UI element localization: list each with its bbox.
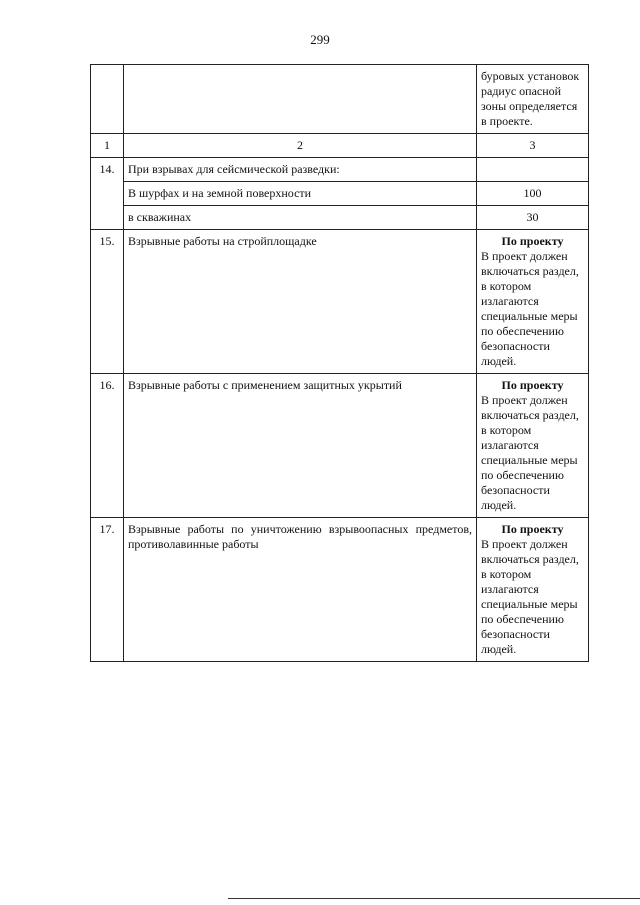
text-line: излагаются [481,438,539,452]
text-line: в проекте. [481,114,533,128]
text-line: специальные меры [481,453,578,467]
requirement-heading: По проекту [501,234,564,248]
row-number: 14. [91,158,124,230]
text-line: безопасности [481,627,550,641]
page-number: 299 [310,32,330,47]
text-line: включаться раздел, [481,552,579,566]
requirement-heading: По проекту [501,522,564,536]
table-row-16 [91,374,589,518]
text-line: безопасности [481,483,550,497]
row-requirement [477,230,589,374]
text-line: по обеспечению [481,468,564,482]
text-line: безопасности [481,339,550,353]
table-row-14-sub1 [91,182,589,206]
row-title: Взрывные работы на стройплощадке [124,230,477,374]
row-requirement [477,374,589,518]
text-line: людей. [481,354,517,368]
row-value: 30 [477,206,589,230]
text-line: В проект должен [481,249,568,263]
text-line: в котором [481,423,532,437]
row-sublabel: В шурфах и на земной поверхности [124,182,477,206]
text-line: в котором [481,567,532,581]
row-title: При взрывах для сейсмической разведки: [124,158,477,182]
text-line: В проект должен [481,537,568,551]
row-title: Взрывные работы по уничтожению взрывоопасных предметов, противолавинные работы [124,518,477,662]
row-number: 17. [91,518,124,662]
table-header-row [91,134,589,158]
table-row-15 [91,230,589,374]
page-bottom-rule [228,898,640,899]
table-row-17 [91,518,589,662]
row-value: 100 [477,182,589,206]
row-requirement [477,518,589,662]
requirement-heading: По проекту [501,378,564,392]
text-line: специальные меры [481,309,578,323]
row-number: 15. [91,230,124,374]
text-line: излагаются [481,294,539,308]
row-number: 16. [91,374,124,518]
text-line: В проект должен [481,393,568,407]
table-row-14-sub2 [91,206,589,230]
text-line: в котором [481,279,532,293]
column-number-3: 3 [477,134,589,158]
text-line: зоны определяется [481,99,578,113]
text-line: людей. [481,498,517,512]
table-row-14 [91,158,589,182]
column-number-1: 1 [91,134,124,158]
cell-empty [124,65,477,134]
text-line: людей. [481,642,517,656]
cell-empty [91,65,124,134]
text-line: включаться раздел, [481,408,579,422]
regulation-table [90,64,589,662]
text-line: по обеспечению [481,612,564,626]
cell-continuation-text [477,65,589,134]
row-title: Взрывные работы с применением защитных укрытий [124,374,477,518]
text-line: буровых установок [481,69,580,83]
cell-empty [477,158,589,182]
column-number-2: 2 [124,134,477,158]
row-sublabel: в скважинах [124,206,477,230]
text-line: излагаются [481,582,539,596]
text-line: специальные меры [481,597,578,611]
text-line: включаться раздел, [481,264,579,278]
text-line: радиус опасной [481,84,562,98]
text-line: по обеспечению [481,324,564,338]
table-row-continuation [91,65,589,134]
